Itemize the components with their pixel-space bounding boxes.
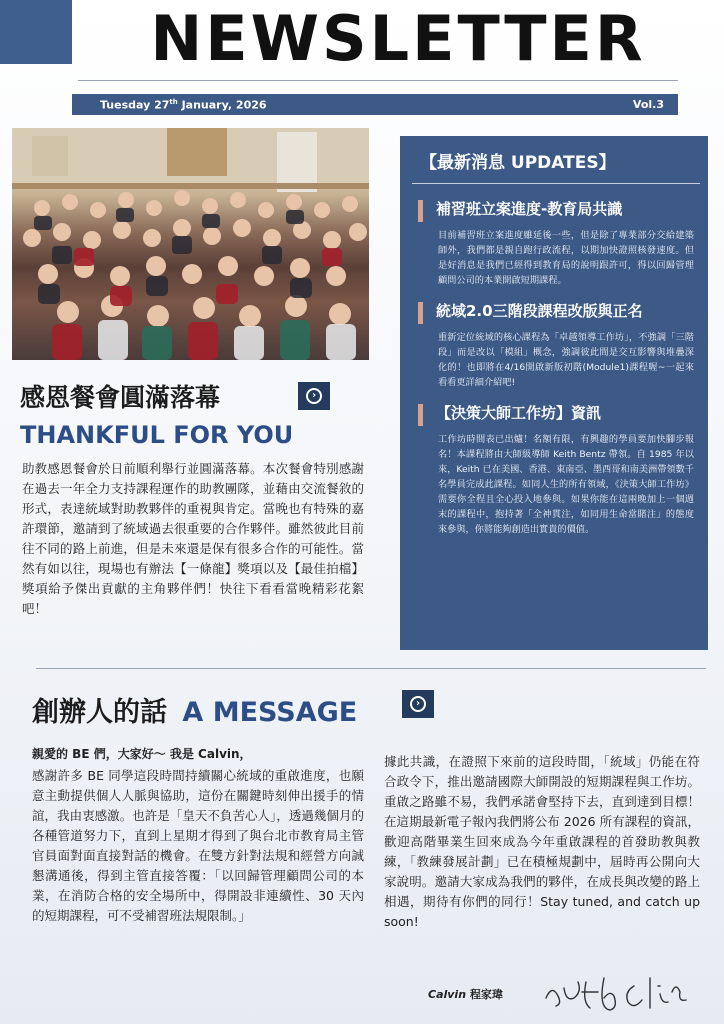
message-greeting: 親愛的 BE 們，大家好～ 我是 Calvin， (32, 747, 252, 761)
masthead-rule (78, 80, 678, 81)
updates-title: 【最新消息 UPDATES】 (420, 153, 616, 173)
arrow-right-icon: › (306, 388, 322, 404)
feature-title-cn: 感恩餐會圓滿落幕 (20, 383, 221, 412)
update-item (418, 300, 694, 390)
update-item (418, 198, 694, 288)
update-text: 重新定位統域的核心課程為「卓越領導工作坊」，不強調「三階段」而是改以「模組」概念，強調彼此間是交互影響與堆疊深化的！也即將在4/16開啟新版初階(Module1)課程喔~一起來看看更詳細介紹吧! (438, 332, 694, 388)
message-col2: 據此共識，在證照下來前的這段時間，「統域」仍能在符合政令下，推出邀請國際大師開設的短期課程與工作坊。重啟之路雖不易，我們承諾會堅持下去，直到達到目標！在這期最新電子報內我們將公布 2026 所有課程的資訊，歡迎高階畢業生回來成為今年重啟課程的首發助教與教練，「教練發展計劃」已在積極規劃中，屆時再公開向大家說明。邀請大家成為我們的夥伴，在成長與改變的路上相遇，期待有你們的同行！Stay tuned, and catch up soon! (384, 754, 700, 929)
update-text: 工作坊時間表已出爐！名額有限，有興趣的學員要加快腳步報名！本課程將由大師級導師 Keith Bentz 帶領。自 1985 年以來，Keith 已在美國、香港、東南亞、墨西哥和南美洲帶領數千名學員完成此課程。如同人生的所有領域，《決策大師工作坊》需要你全程且全心投入地參與。如果你能在這兩晚加上一個週末的課程中，抱持著「全神貫注，如同用生命當賭注」的態度來參與，你將能夠創造出實貴的價值。 (438, 434, 694, 535)
message-title-cn: 創辦人的話 (32, 697, 167, 728)
feature-body: 助教感恩餐會於日前順利舉行並圓滿落幕。本次餐會特別感謝在過去一年全力支持課程運作的助教團隊，並藉由交流餐敘的形式，表達統域對助教夥伴的重視與肯定。當晚也有特殊的嘉許環節，邀請到了統域過去很重要的合作夥伴。雖然彼此目前往不同的路上前進，但是未來還是保有很多合作的可能性。當然有如以往，現場也有辦法【一條龍】獎項以及【最佳拍檔】獎項給予傑出貢獻的主角夥伴們！快往下看看當晚精彩花絮吧！ (22, 461, 364, 616)
update-title: 【決策大師工作坊】資訊 (436, 404, 602, 422)
issue-date: Tuesday 27th January, 2026 (100, 97, 267, 112)
message-more-button[interactable] (402, 690, 434, 718)
group-photo (12, 128, 369, 360)
message-col1: 感謝許多 BE 同學這段時間持續關心統域的重啟進度，也願意主動提供個人人脈與協助，這份在關鍵時刻伸出援手的情誼，我由衷感激。也許是「皇天不負苦心人」，透過幾個月的各種管道努力下，直到上星期才得到了與台北市教育局主管官員面對面直接對話的機會。在雙方針對法規和經營方向誠懇溝通後，得到主管直接答覆：「以回歸管理顧問公司的本業，在消防合格的安全場所中，得開設非連續性、30 天內的短期課程，可不受補習班法規限制。」 (32, 768, 364, 923)
handwritten-signature (538, 968, 688, 1018)
feature-title-en: THANKFUL FOR YOU (20, 421, 294, 449)
message-title-en: A MESSAGE (182, 697, 358, 728)
corner-accent-block (0, 0, 72, 64)
feature-more-button[interactable] (298, 382, 330, 410)
message-title (32, 690, 357, 729)
arrow-right-icon: › (410, 696, 426, 712)
group-photo-illustration (12, 128, 369, 360)
updates-divider (412, 183, 700, 184)
section-rule (36, 668, 706, 669)
newsletter-masthead: NEWSLETTER (150, 2, 646, 75)
update-item (418, 402, 694, 537)
signoff-name: Calvin 程家瑋 (428, 988, 503, 1001)
update-title: 補習班立案進度-教育局共識 (436, 200, 623, 218)
update-title: 統域2.0三階段課程改版與正名 (436, 302, 643, 320)
date-bar (72, 94, 678, 115)
updates-panel (400, 136, 708, 650)
issue-volume: Vol.3 (632, 98, 664, 111)
update-text: 目前補習班立案進度雖延後一些，但是除了專業部分交給建築師外，我們都是親自跑行政流程，以期加快證照核發速度。但是好消息是我們已經得到教育局的說明跟許可，得以回歸管理顧問公司的本業開啟短期課程。 (438, 230, 694, 286)
